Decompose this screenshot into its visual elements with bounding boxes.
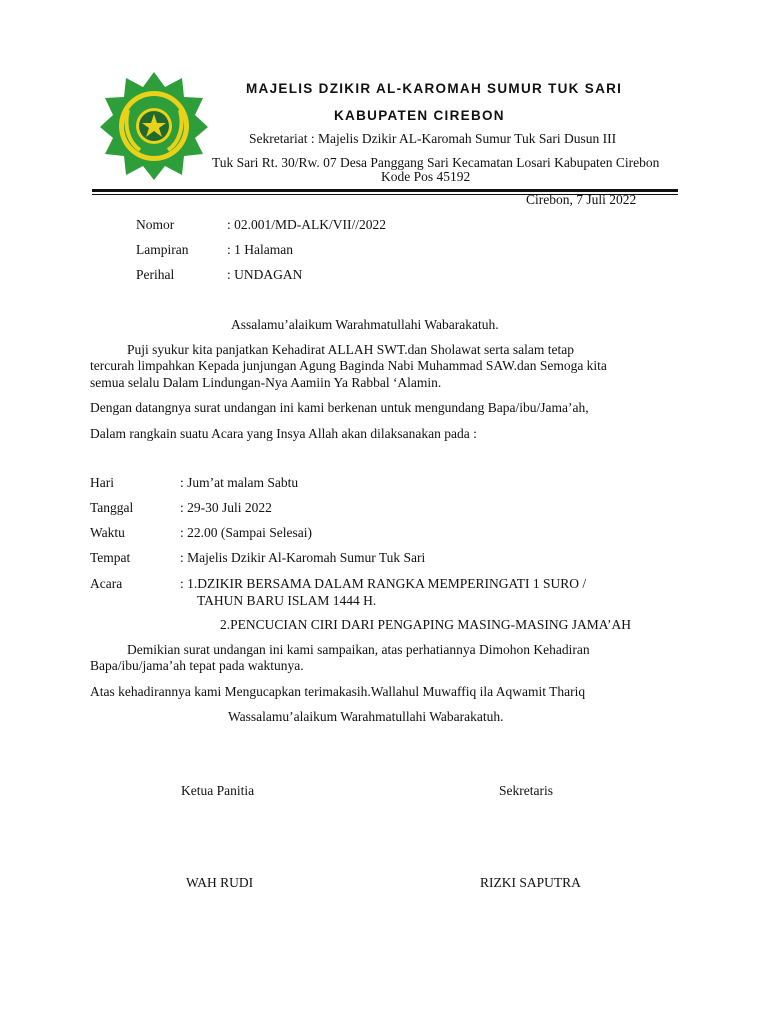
- perihal-value: : UNDAGAN: [227, 267, 303, 282]
- body-p1-line2: tercurah limpahkan Kepada junjungan Agung Baginda Nabi Muhammad SAW.dan Semoga kita: [90, 358, 607, 373]
- closing-line2: Bapa/ibu/jama’ah tepat pada waktunya.: [90, 658, 304, 673]
- signature-left-name: WAH RUDI: [186, 875, 254, 890]
- lampiran-value: : 1 Halaman: [227, 242, 293, 257]
- secretariat-line: Sekretariat : Majelis Dzikir AL-Karomah Sumur Tuk Sari Dusun III: [249, 131, 617, 146]
- body-p2: Dengan datangnya surat undangan ini kami berkenan untuk mengundang Bapa/ibu/Jama’ah,: [90, 400, 589, 415]
- acara-label: Acara: [90, 576, 123, 591]
- signature-right-role: Sekretaris: [499, 783, 553, 798]
- nomor-value: : 02.001/MD-ALK/VII//2022: [227, 217, 386, 232]
- closing-farewell: Wassalamu’alaikum Warahmatullahi Wabarakatuh.: [228, 709, 504, 724]
- body-p1-line1: Puji syukur kita panjatkan Kehadirat ALLAH SWT.dan Sholawat serta salam tetap: [127, 342, 575, 357]
- acara-item-1: : 1.DZIKIR BERSAMA DALAM RANGKA MEMPERINGATI 1 SURO /: [180, 576, 587, 591]
- tanggal-label: Tanggal: [90, 500, 134, 515]
- hari-value: : Jum’at malam Sabtu: [180, 475, 299, 490]
- opening-greeting: Assalamu’alaikum Warahmatullahi Wabarakatuh.: [231, 317, 499, 332]
- signature-left-role: Ketua Panitia: [181, 783, 255, 798]
- acara-item-2: 2.PENCUCIAN CIRI DARI PENGAPING MASING-MASING JAMA’AH: [220, 617, 632, 632]
- tempat-value: : Majelis Dzikir Al-Karomah Sumur Tuk Sari: [180, 550, 426, 565]
- closing-line1: Demikian surat undangan ini kami sampaikan, atas perhatiannya Dimohon Kehadiran: [127, 642, 590, 657]
- postal-code: Kode Pos 45192: [381, 169, 471, 184]
- nomor-label: Nomor: [136, 217, 175, 232]
- waktu-label: Waktu: [90, 525, 125, 540]
- letter-date: Cirebon, 7 Juli 2022: [526, 192, 637, 207]
- acara-item-1-cont: TAHUN BARU ISLAM 1444 H.: [197, 593, 377, 608]
- hari-label: Hari: [90, 475, 114, 490]
- org-name: MAJELIS DZIKIR AL-KAROMAH SUMUR TUK SARI: [246, 81, 623, 96]
- perihal-label: Perihal: [136, 267, 175, 282]
- closing-thanks: Atas kehadirannya kami Mengucapkan terimakasih.Wallahul Muwaffiq ila Aqwamit Thariq: [90, 684, 586, 699]
- tanggal-value: : 29-30 Juli 2022: [180, 500, 272, 515]
- body-p1-line3: semua selalu Dalam Lindungan-Nya Aamiin Ya Rabbal ‘Alamin.: [90, 375, 442, 390]
- waktu-value: : 22.00 (Sampai Selesai): [180, 525, 312, 540]
- tempat-label: Tempat: [90, 550, 131, 565]
- body-p3: Dalam rangkain suatu Acara yang Insya Allah akan dilaksanakan pada :: [90, 426, 477, 441]
- org-region: KABUPATEN CIREBON: [334, 108, 505, 123]
- signature-right-name: RIZKI SAPUTRA: [480, 875, 581, 890]
- lampiran-label: Lampiran: [136, 242, 189, 257]
- address-line: Tuk Sari Rt. 30/Rw. 07 Desa Panggang Sari Kecamatan Losari Kabupaten Cirebon: [212, 155, 660, 170]
- organization-logo: [98, 70, 210, 182]
